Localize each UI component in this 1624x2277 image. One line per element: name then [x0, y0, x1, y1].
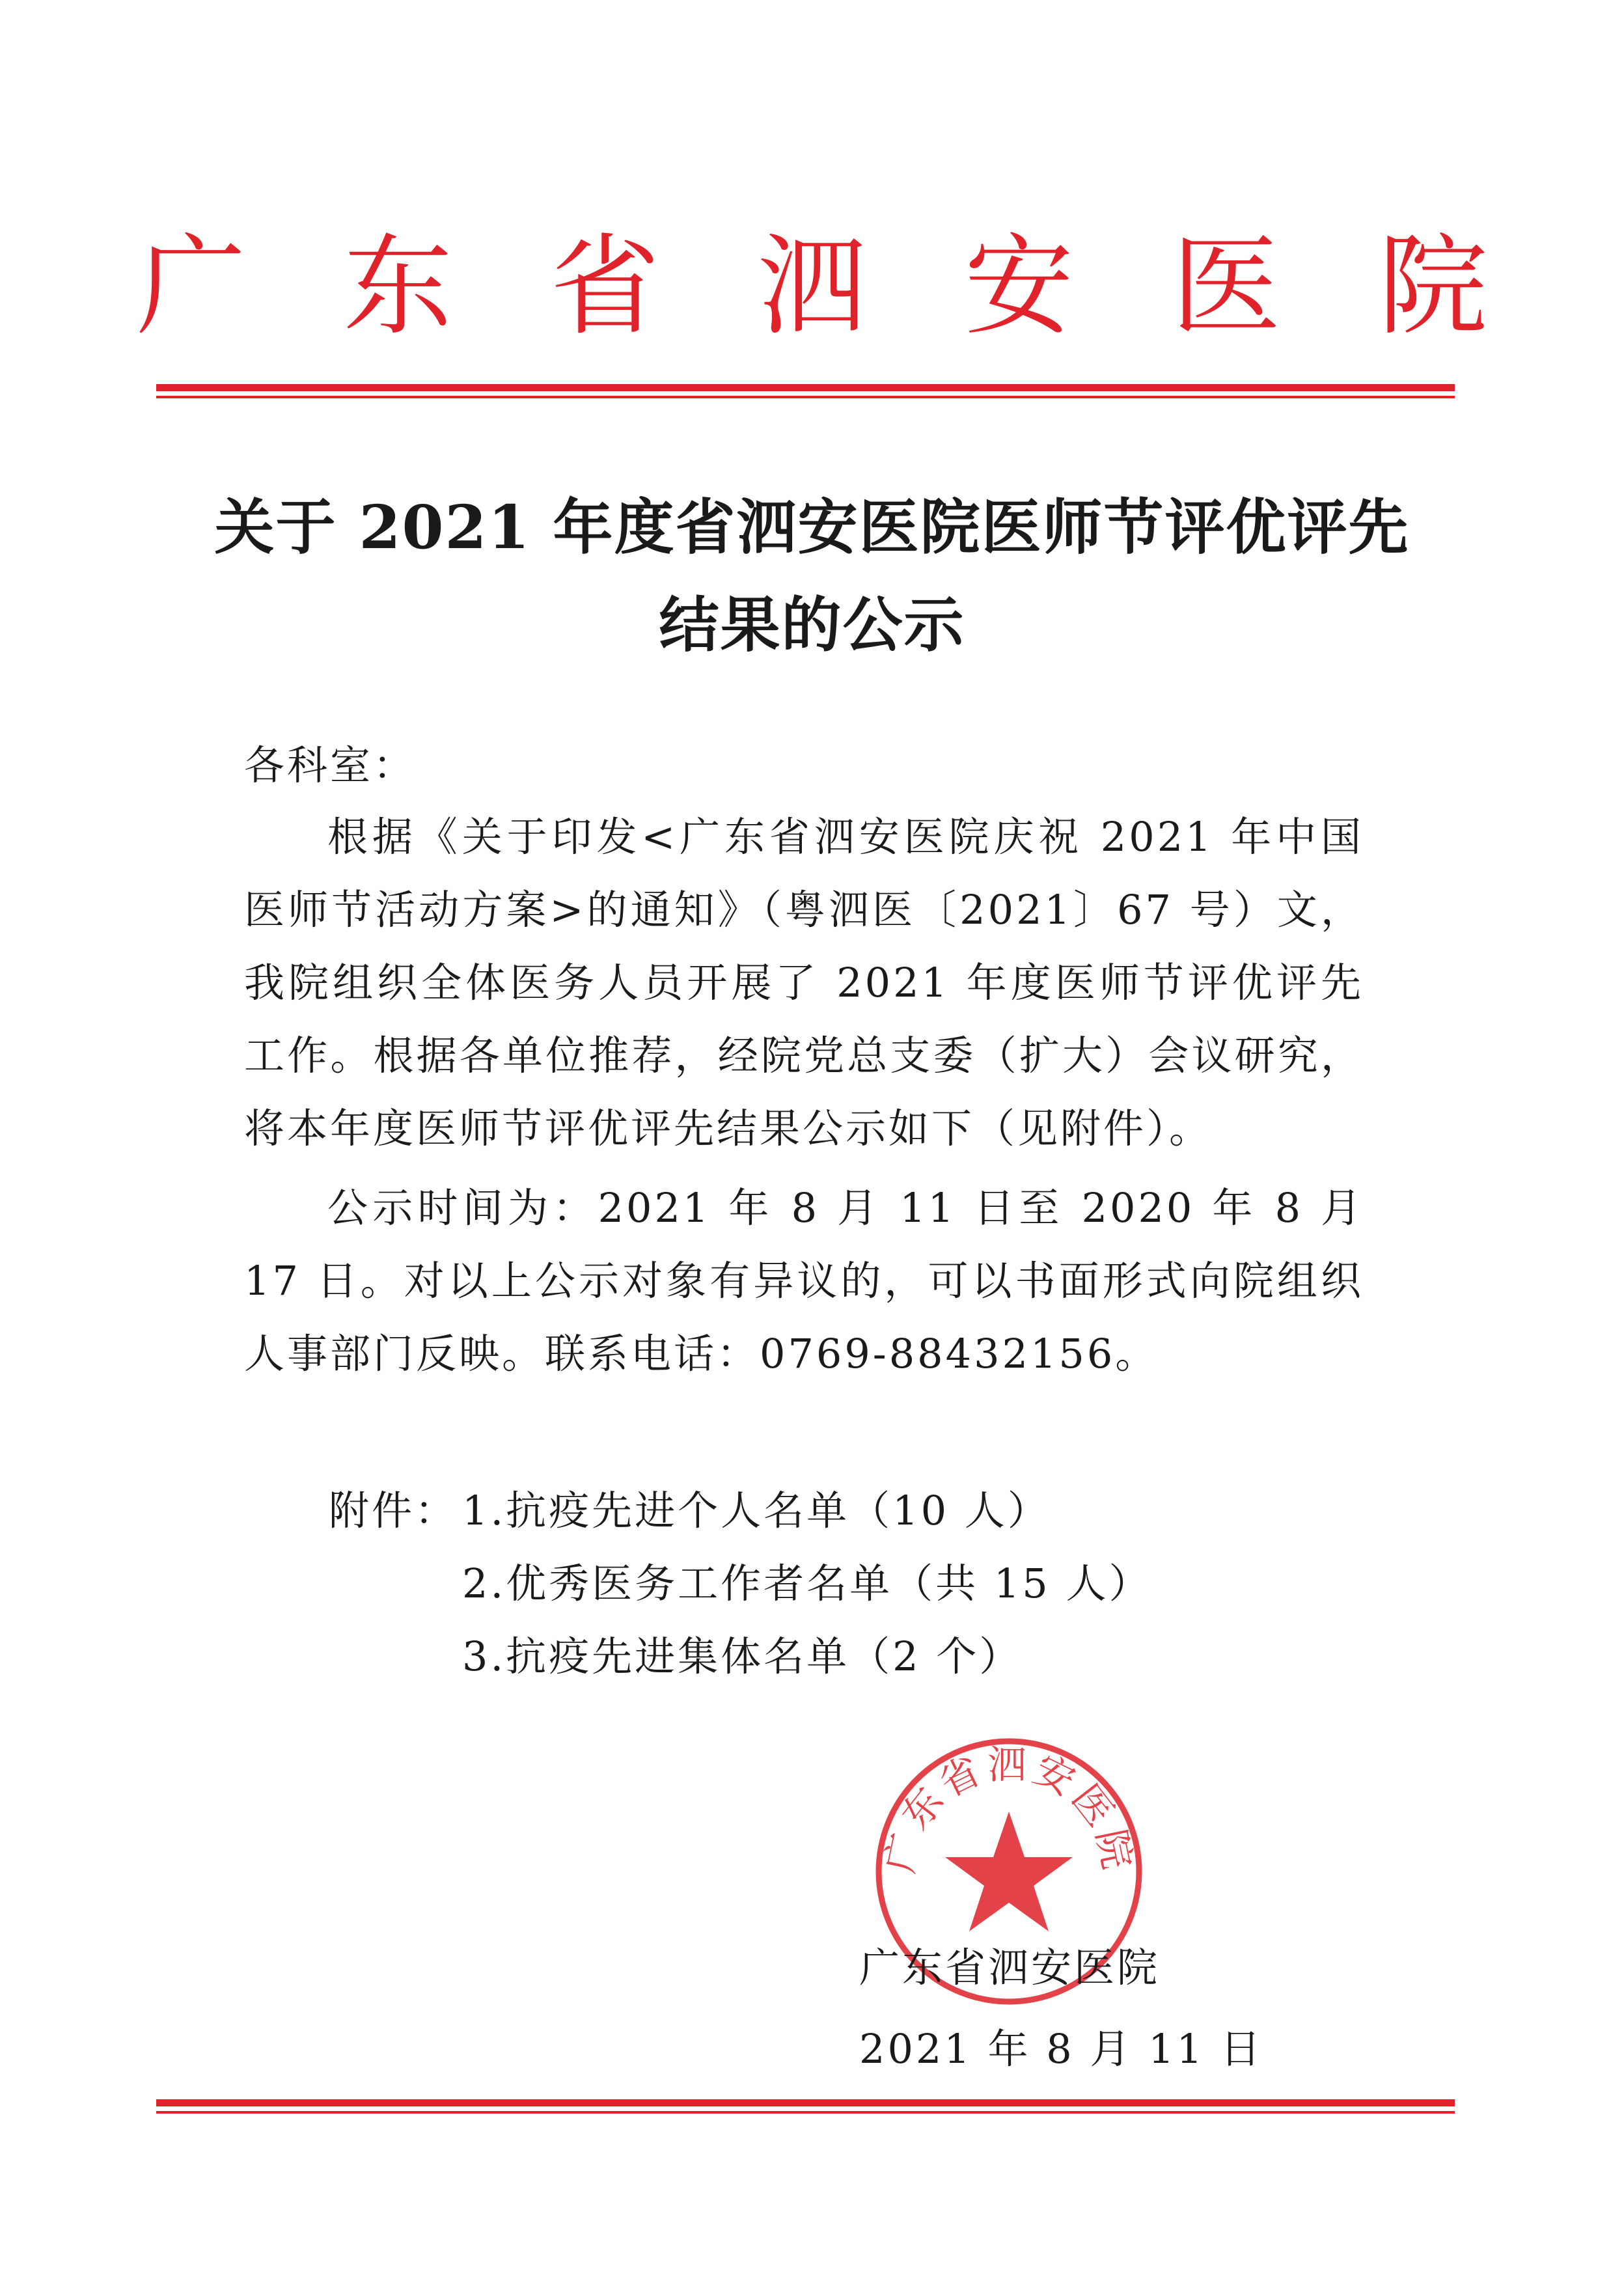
attachment-label: 3.抗疫先进集体名单（2 个）	[462, 1633, 1023, 1680]
attachment-label: 2.优秀医务工作者名单（共 15 人）	[462, 1560, 1152, 1607]
header-char: 东	[343, 223, 453, 350]
signature-block	[859, 1927, 1263, 2090]
salutation: 各科室：	[244, 741, 417, 789]
signature-organization: 广东省泗安医院	[859, 1944, 1161, 1991]
attachments-prefix: 附件：	[329, 1487, 458, 1534]
attachment-item	[329, 1620, 1151, 1693]
title-line-1: 关于 2021 年度省泗安医院医师节评优评先	[214, 492, 1410, 562]
document-title	[195, 478, 1429, 674]
attachment-item	[329, 1547, 1151, 1620]
header-char: 泗	[757, 223, 867, 350]
body-paragraph-2: 公示时间为：2021 年 8 月 11 日至 2020 年 8 月 17 日。对以上公示对象有异议的，可以书面形式向院组织人事部门反映。联系电话：0769-88432156。	[244, 1184, 1364, 1377]
footer-divider-thin	[156, 2111, 1455, 2114]
attachments-list	[329, 1474, 1151, 1693]
attachment-label: 1.抗疫先进个人名单（10 人）	[462, 1487, 1051, 1534]
attachment-item	[329, 1474, 1151, 1547]
header-char: 医	[1171, 223, 1281, 350]
header-char: 省	[550, 223, 660, 350]
header-char: 院	[1378, 223, 1488, 350]
header-divider-thin	[156, 396, 1455, 398]
footer-divider-thick	[156, 2099, 1455, 2106]
header-char: 安	[964, 223, 1074, 350]
star-icon	[945, 1812, 1073, 1931]
organization-header	[0, 221, 1624, 352]
seal-text: 广东省泗安医院	[877, 1743, 1141, 1877]
signature-date: 2021 年 8 月 11 日	[859, 2025, 1263, 2073]
body-paragraph-1: 根据《关于印发<广东省泗安医院庆祝 2021 年中国医师节活动方案>的通知》（粤泗医〔2021〕67 号）文，我院组织全体医务人员开展了 2021 年度医师节评优评先工作。根据各单位推荐，经院党总支委（扩大）会议研究，将本年度医师节评优评先结果公示如下（见附件）。	[244, 813, 1364, 1152]
header-char: 广	[136, 223, 246, 350]
header-divider-thick	[156, 384, 1455, 391]
title-line-2: 结果的公示	[659, 590, 965, 660]
